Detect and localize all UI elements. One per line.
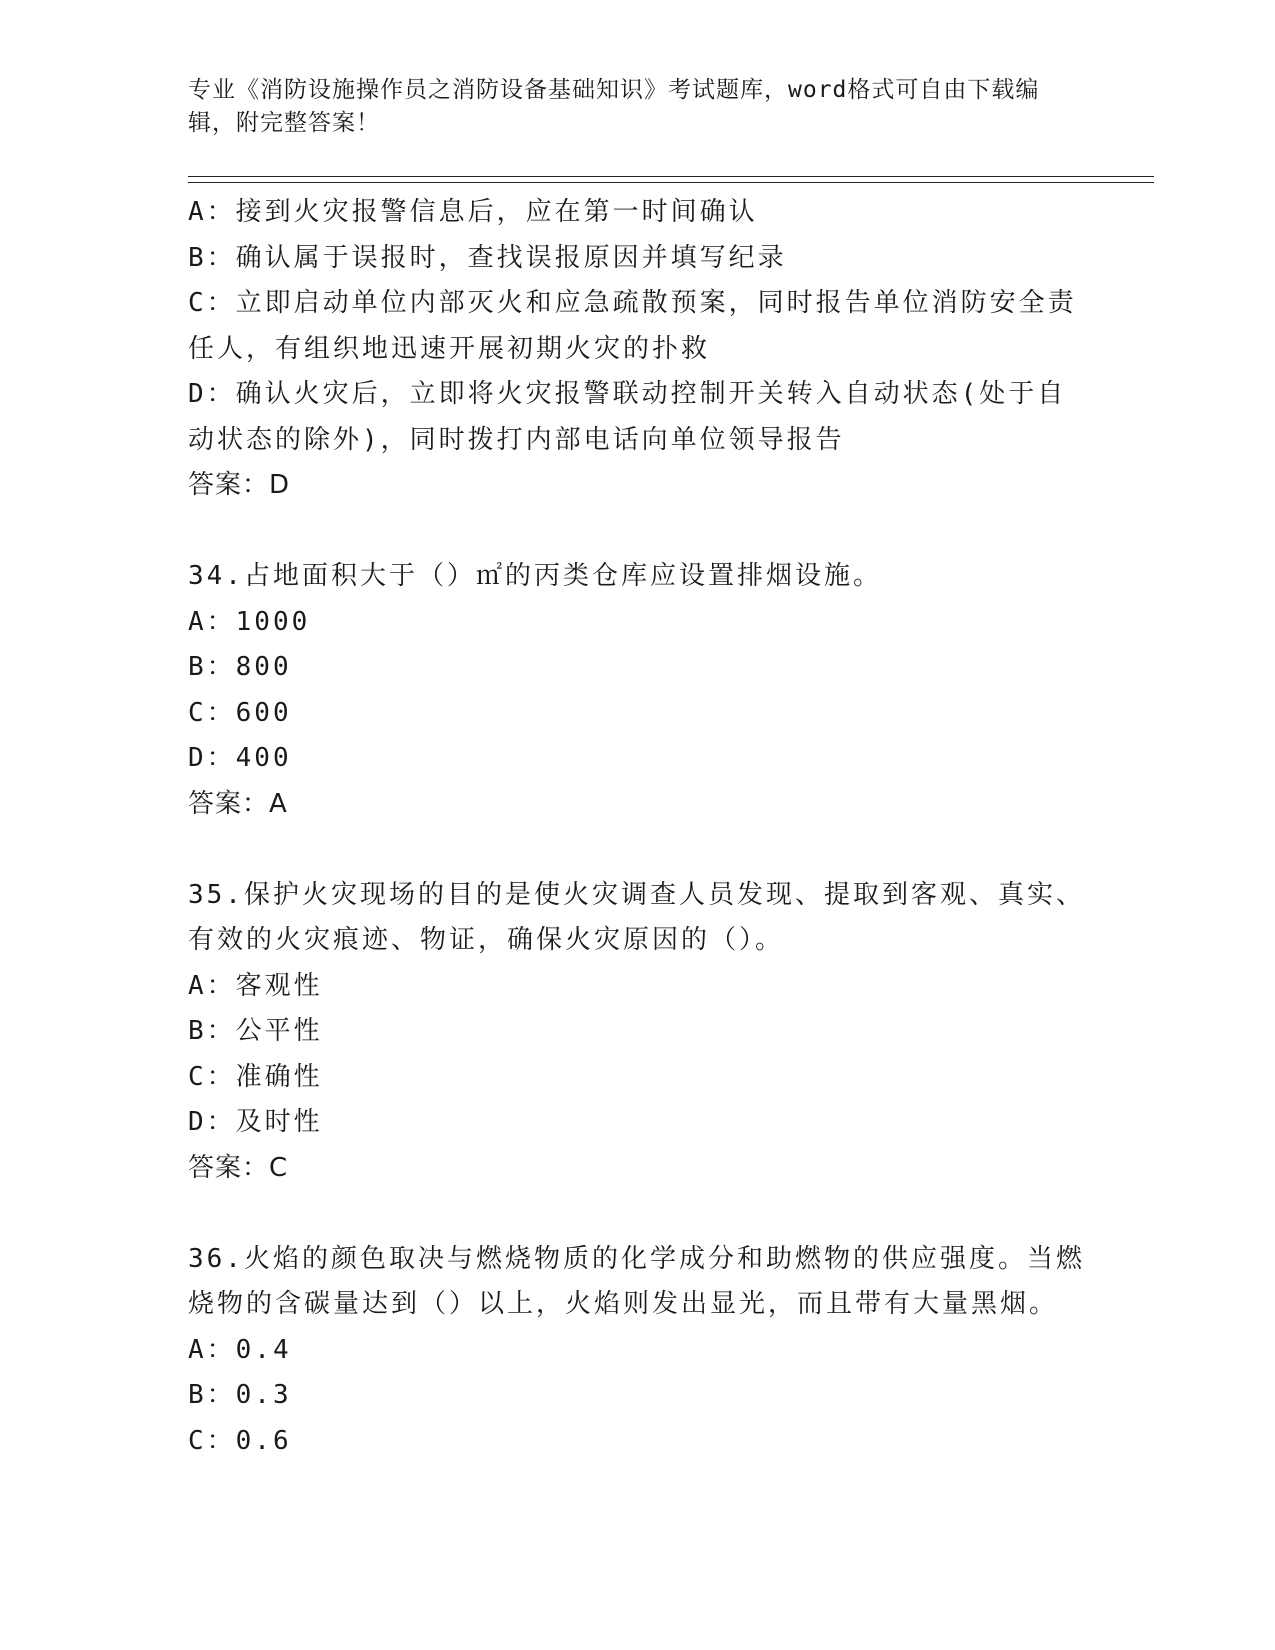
option-a: A：1000 (188, 606, 311, 637)
question-33 (188, 190, 1078, 509)
option-b: B：800 (188, 652, 292, 682)
question-text-continued: 烧物的含碳量达到（）以上，火焰则发出显光，而且带有大量黑烟。 (188, 1289, 1059, 1319)
option-d: D：及时性 (188, 1107, 323, 1137)
option-c: C：600 (188, 697, 292, 728)
document-header (188, 74, 1068, 140)
header-line-2: 辑，附完整答案！ (188, 110, 380, 136)
option-a: A：接到火灾报警信息后，应在第一时间确认 (188, 197, 758, 227)
option-d: D：确认火灾后，立即将火灾报警联动控制开关转入自动状态(处于自 (188, 379, 1067, 409)
header-divider-top (188, 176, 1154, 177)
spacer (188, 509, 1078, 555)
option-a: A：客观性 (188, 970, 323, 1001)
question-34 (188, 554, 1078, 827)
question-35 (188, 873, 1085, 1192)
option-c: C：0.6 (188, 1425, 292, 1456)
question-text: 35.保护火灾现场的目的是使火灾调查人员发现、提取到客观、真实、 (188, 879, 1085, 910)
header-line-1: 专业《消防设施操作员之消防设备基础知识》考试题库，word格式可自由下载编 (188, 77, 1040, 103)
option-d: D：400 (188, 743, 292, 773)
header-divider-bottom (188, 182, 1154, 183)
question-text: 36.火焰的颜色取决与燃烧物质的化学成分和助燃物的供应强度。当燃 (188, 1243, 1085, 1274)
option-b: B：确认属于误报时，查找误报原因并填写纪录 (188, 242, 787, 273)
answer: 答案：D (188, 470, 291, 500)
question-text: 34.占地面积大于（）㎡的丙类仓库应设置排烟设施。 (188, 561, 882, 591)
option-d-continued: 动状态的除外)，同时拨打内部电话向单位领导报告 (188, 424, 845, 455)
question-list (188, 190, 1085, 1464)
option-c: C：立即启动单位内部灭火和应急疏散预案，同时报告单位消防安全责 (188, 288, 1077, 318)
spacer (188, 827, 1078, 873)
option-c: C：准确性 (188, 1061, 323, 1092)
question-36 (188, 1237, 1085, 1465)
option-b: B：公平性 (188, 1016, 323, 1046)
spacer (188, 1191, 1078, 1237)
answer: 答案：A (188, 788, 288, 819)
question-text-continued: 有效的火灾痕迹、物证，确保火灾原因的（）。 (188, 925, 785, 955)
answer: 答案：C (188, 1152, 289, 1183)
option-c-continued: 任人，有组织地迅速开展初期火灾的扑救 (188, 333, 711, 364)
option-a: A：0.4 (188, 1334, 292, 1365)
option-b: B：0.3 (188, 1380, 292, 1410)
